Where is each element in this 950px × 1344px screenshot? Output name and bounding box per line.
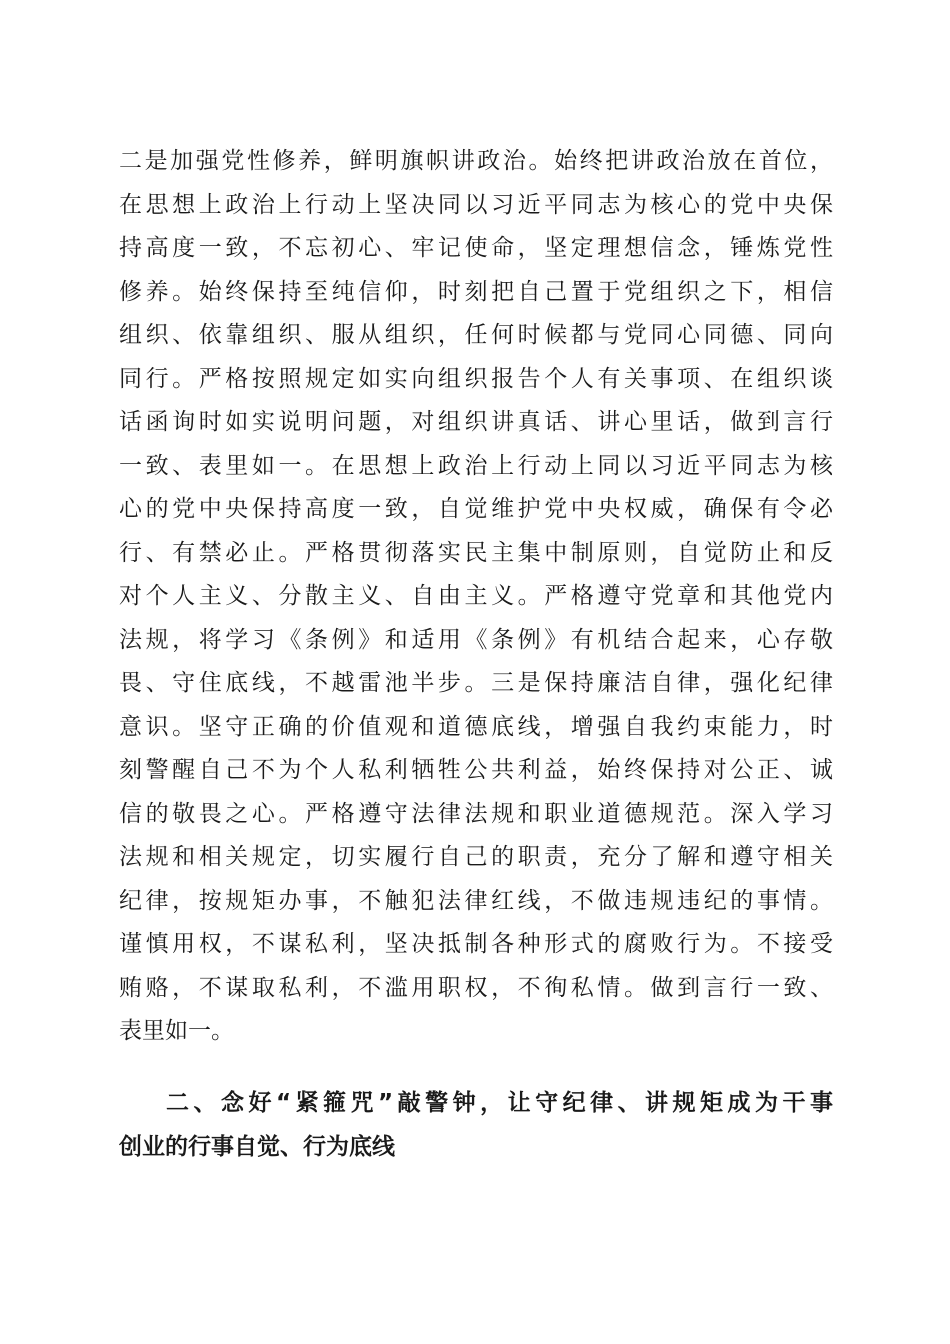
body-line: 谨慎用权，不谋私利，坚决抵制各种形式的腐败行为。不接受 <box>119 931 833 957</box>
body-line: 心的党中央保持高度一致，自觉维护党中央权威，确保有令必 <box>119 496 833 522</box>
section-heading-line: 二、念好“紧箍咒”敲警钟，让守纪律、讲规矩成为干事 <box>166 1090 833 1116</box>
body-line: 纪律，按规矩办事，不触犯法律红线，不做违规违纪的事情。 <box>119 887 833 914</box>
body-paragraph <box>119 140 833 1054</box>
body-line: 畏、守住底线，不越雷池半步。三是保持廉洁自律，强化纪律 <box>119 670 833 696</box>
body-line: 同行。严格按照规定如实向组织报告个人有关事项、在组织谈 <box>119 365 833 392</box>
body-line: 表里如一。 <box>119 1018 234 1044</box>
body-line: 意识。坚守正确的价值观和道德底线，增强自我约束能力，时 <box>119 713 833 740</box>
body-line: 刻警醒自己不为个人私利牺牲公共利益，始终保持对公正、诚 <box>119 757 833 783</box>
body-line: 行、有禁必止。严格贯彻落实民主集中制原则，自觉防止和反 <box>119 539 833 566</box>
body-line: 法规，将学习《条例》和适用《条例》有机结合起来，心存敬 <box>119 626 833 653</box>
body-line: 一致、表里如一。在思想上政治上行动上同以习近平同志为核 <box>119 452 833 479</box>
body-line: 话函询时如实说明问题，对组织讲真话、讲心里话，做到言行 <box>119 409 833 435</box>
body-line: 持高度一致，不忘初心、牢记使命，坚定理想信念，锤炼党性 <box>119 235 833 261</box>
body-line: 信的敬畏之心。严格遵守法律法规和职业道德规范。深入学习 <box>119 800 833 827</box>
section-heading <box>119 1082 833 1169</box>
body-line: 对个人主义、分散主义、自由主义。严格遵守党章和其他党内 <box>119 583 833 609</box>
body-line: 贿赂，不谋取私利，不滥用职权，不徇私情。做到言行一致、 <box>119 974 833 1001</box>
body-line: 在思想上政治上行动上坚决同以习近平同志为核心的党中央保 <box>119 191 833 218</box>
body-line: 修养。始终保持至纯信仰，时刻把自己置于党组织之下，相信 <box>119 278 833 305</box>
section-heading-line: 创业的行事自觉、行为底线 <box>119 1133 395 1160</box>
body-line: 法规和相关规定，切实履行自己的职责，充分了解和遵守相关 <box>119 844 833 870</box>
body-line: 组织、依靠组织、服从组织，任何时候都与党同心同德、同向 <box>119 322 833 348</box>
body-line: 二是加强党性修养，鲜明旗帜讲政治。始终把讲政治放在首位， <box>119 148 833 174</box>
